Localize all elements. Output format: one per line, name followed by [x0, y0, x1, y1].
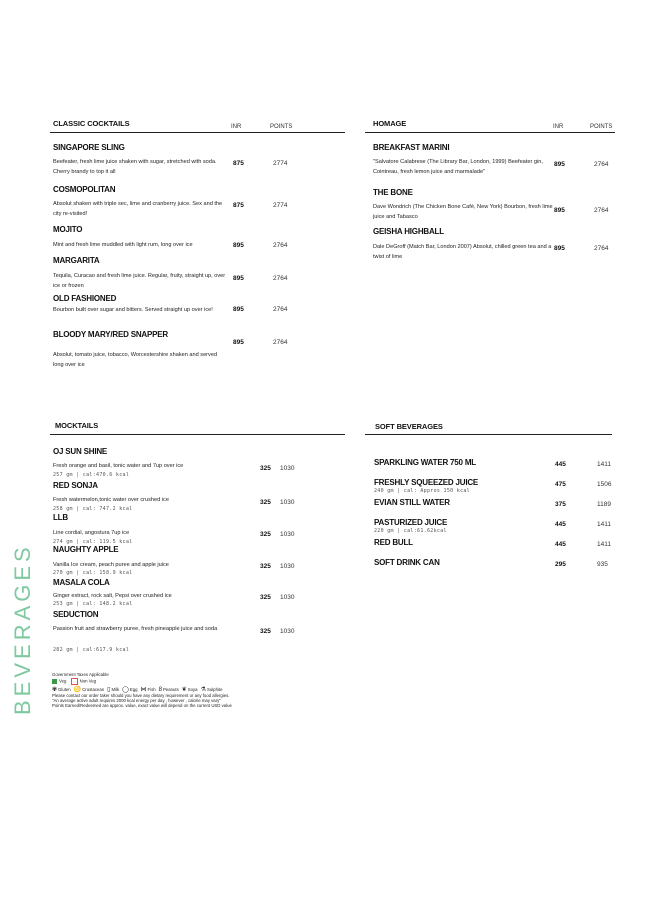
- item-description: Fresh orange and basil, tonic water and 7up over ice: [53, 463, 184, 469]
- flask-icon: ⚗: [200, 687, 206, 693]
- item-name: OLD FASHIONED: [53, 294, 117, 303]
- item-points: 2764: [273, 242, 288, 249]
- item-points: 1030: [280, 531, 295, 538]
- item-price-inr: 375: [555, 501, 566, 508]
- item-name: BREAKFAST MARINI: [373, 143, 450, 152]
- divider: [50, 434, 345, 435]
- allergy-note: Please contact our order taker should you have any dietary requirement or any food allergies.: [52, 693, 230, 698]
- classic-points-label: POINTS: [270, 124, 293, 130]
- divider: [365, 132, 615, 133]
- item-description: Absolut, tomato juice, tobacco, Worcestershire shaken and served long over ice: [53, 352, 218, 368]
- item-description: Bourbon built over sugar and bitters. Served straight up over ice!: [53, 307, 213, 313]
- item-price-inr: 445: [555, 541, 566, 548]
- points-note: Points Earned/Redeemed are approx. value, exact value will depend on the current USD value: [52, 703, 232, 708]
- item-price-inr: 895: [233, 306, 244, 313]
- wheat-icon: ✾: [52, 687, 58, 693]
- item-description: Beefeater, fresh lime juice shaken with sugar, stretched with soda. Cherry brandy to top it all: [53, 159, 217, 175]
- item-name: OJ SUN SHINE: [53, 447, 108, 456]
- item-price-inr: 445: [555, 461, 566, 468]
- allergen-label: Soya: [187, 686, 198, 692]
- homage-inr-label: INR: [553, 124, 564, 130]
- item-price-inr: 325: [260, 628, 271, 635]
- item-name: SINGAPORE SLING: [53, 143, 125, 152]
- item-description: Fresh watermelon,tonic water over crushed ice: [53, 497, 169, 503]
- taxes-note: Government Taxes Applicable: [52, 672, 109, 677]
- item-name: SEDUCTION: [53, 610, 99, 619]
- item-points: 1030: [280, 563, 295, 570]
- allergen-label: Egg: [129, 686, 138, 692]
- item-price-inr: 325: [260, 499, 271, 506]
- allergen-label: Sulphite: [206, 686, 223, 692]
- item-description: Line cordial, angostura 7up ice: [53, 530, 130, 536]
- item-price-inr: 875: [233, 160, 244, 167]
- item-name: MOJITO: [53, 225, 83, 234]
- divider: [365, 434, 612, 435]
- item-price-inr: 895: [233, 275, 244, 282]
- item-name: NAUGHTY APPLE: [53, 545, 119, 554]
- homage-points-label: POINTS: [590, 124, 613, 130]
- item-calories: 240 gm | cal: Appros 150 kcal: [374, 488, 470, 494]
- item-points: 1411: [597, 521, 611, 528]
- peanut-icon: 8: [158, 686, 162, 693]
- mocktails-header: MOCKTAILS: [55, 421, 99, 430]
- item-price-inr: 295: [555, 561, 566, 568]
- item-price-inr: 895: [233, 242, 244, 249]
- item-points: 1030: [280, 628, 295, 635]
- item-price-inr: 325: [260, 531, 271, 538]
- fish-icon: ⋈: [140, 687, 147, 693]
- allergen-label: Fish: [147, 686, 156, 692]
- allergen-label: Milk: [111, 686, 120, 692]
- allergen-label: Crustacean: [82, 686, 105, 692]
- energy-note: "An average active adult requires 2000 kcal energy per day , however , calorie may vary": [52, 698, 221, 703]
- item-name: SOFT DRINK CAN: [374, 558, 440, 567]
- item-points: 1189: [597, 501, 611, 508]
- classic-inr-label: INR: [231, 124, 242, 130]
- item-description: Dale DeGroff (Match Bar, London 2007) Absolut, chilled green tea and a twist of lime: [373, 244, 552, 260]
- item-calories: 270 gm | cal: 158.9 kcal: [53, 570, 133, 576]
- item-price-inr: 445: [555, 521, 566, 528]
- crab-icon: ♋: [73, 687, 82, 693]
- item-price-inr: 895: [554, 207, 565, 214]
- footer: [52, 672, 232, 708]
- non-veg-label: Non Veg: [79, 678, 97, 684]
- item-price-inr: 475: [555, 481, 566, 488]
- soy-icon: ❦: [181, 687, 187, 693]
- item-description: Passion fruit and strawberry puree, fresh pineapple juice and soda: [53, 626, 218, 632]
- item-name: COSMOPOLITAN: [53, 185, 116, 194]
- item-name: MASALA COLA: [53, 578, 110, 587]
- item-points: 1030: [280, 594, 295, 601]
- item-points: 2774: [273, 160, 288, 167]
- item-name: SPARKLING WATER 750 ML: [374, 458, 476, 467]
- item-points: 2774: [273, 202, 288, 209]
- item-name: GEISHA HIGHBALL: [373, 227, 444, 236]
- item-calories: 258 gm | cal: 747.2 kcal: [53, 506, 133, 512]
- item-name: FRESHLY SQUEEZED JUICE: [374, 478, 479, 487]
- item-calories: 220 gm | cal:61.62kcal: [374, 528, 447, 534]
- allergen-label: Peanuts: [162, 686, 179, 692]
- item-price-inr: 325: [260, 465, 271, 472]
- item-calories: 282 gm | cal:617.9 kcal: [53, 647, 130, 653]
- item-description: Tequila, Curacao and fresh lime juice. Regular, fruity, straight up, over ice or frozen: [53, 273, 226, 289]
- item-description: Mint and fresh lime muddled with light rum, long over ice: [53, 242, 193, 248]
- item-points: 2764: [594, 245, 609, 252]
- item-name: THE BONE: [373, 188, 413, 197]
- item-points: 1506: [597, 481, 612, 488]
- item-description: Dave Wondrich (The Chicken Bone Café, New York) Bourbon, fresh lime juice and Tabasco: [373, 204, 553, 220]
- item-price-inr: 325: [260, 563, 271, 570]
- item-price-inr: 895: [554, 161, 565, 168]
- item-name: MARGARITA: [53, 256, 100, 265]
- item-calories: 257 gm | cal:470.6 kcal: [53, 472, 130, 478]
- homage-header: HOMAGE: [373, 119, 407, 128]
- non-veg-icon: [71, 678, 78, 685]
- allergen-legend: [52, 686, 232, 693]
- veg-label: Veg: [59, 678, 67, 684]
- divider: [50, 132, 345, 133]
- classic-header: CLASSIC COCKTAILS: [53, 119, 130, 128]
- item-calories: 274 gm | cal: 119.5 kcal: [53, 539, 133, 545]
- item-points: 1030: [280, 465, 295, 472]
- veg-icon: [52, 679, 57, 684]
- item-calories: 253 gm | cal: 148.2 kcal: [53, 601, 133, 607]
- item-points: 2764: [273, 275, 288, 282]
- item-points: 1411: [597, 461, 611, 468]
- item-points: 1030: [280, 499, 295, 506]
- item-description: Absolut shaken with triple sec, lime and cranberry juice. Sex and the city re-visited!: [53, 201, 223, 217]
- item-name: EVIAN STILL WATER: [374, 498, 450, 507]
- side-label: BEVERAGES: [10, 543, 35, 715]
- item-points: 1411: [597, 541, 611, 548]
- item-name: PASTURIZED JUICE: [374, 518, 448, 527]
- item-description: "Salvatore Calabrese (The Library Bar, London, 1999) Beefeater gin, Cointreau, fresh lemon juice and marmalade": [373, 159, 543, 175]
- item-name: LLB: [53, 513, 68, 522]
- milk-bottle-icon: ▯: [107, 687, 111, 693]
- item-name: RED BULL: [374, 538, 413, 547]
- item-name: BLOODY MARY/RED SNAPPER: [53, 330, 168, 339]
- allergen-label: Gluten: [58, 686, 71, 692]
- item-points: 2764: [594, 161, 609, 168]
- item-points: 2764: [594, 207, 609, 214]
- item-description: Ginger extract, rock salt, Pepsi over crushed ice: [53, 593, 172, 599]
- egg-icon: ◯: [122, 687, 129, 693]
- item-points: 935: [597, 561, 608, 568]
- item-price-inr: 895: [554, 245, 565, 252]
- item-name: RED SONJA: [53, 481, 98, 490]
- item-description: Vanilla Ice cream, peach puree and apple juice: [53, 562, 169, 568]
- soft-header: SOFT BEVERAGES: [375, 422, 443, 431]
- item-price-inr: 875: [233, 202, 244, 209]
- item-points: 2764: [273, 339, 288, 346]
- item-points: 2764: [273, 306, 288, 313]
- item-price-inr: 325: [260, 594, 271, 601]
- item-price-inr: 895: [233, 339, 244, 346]
